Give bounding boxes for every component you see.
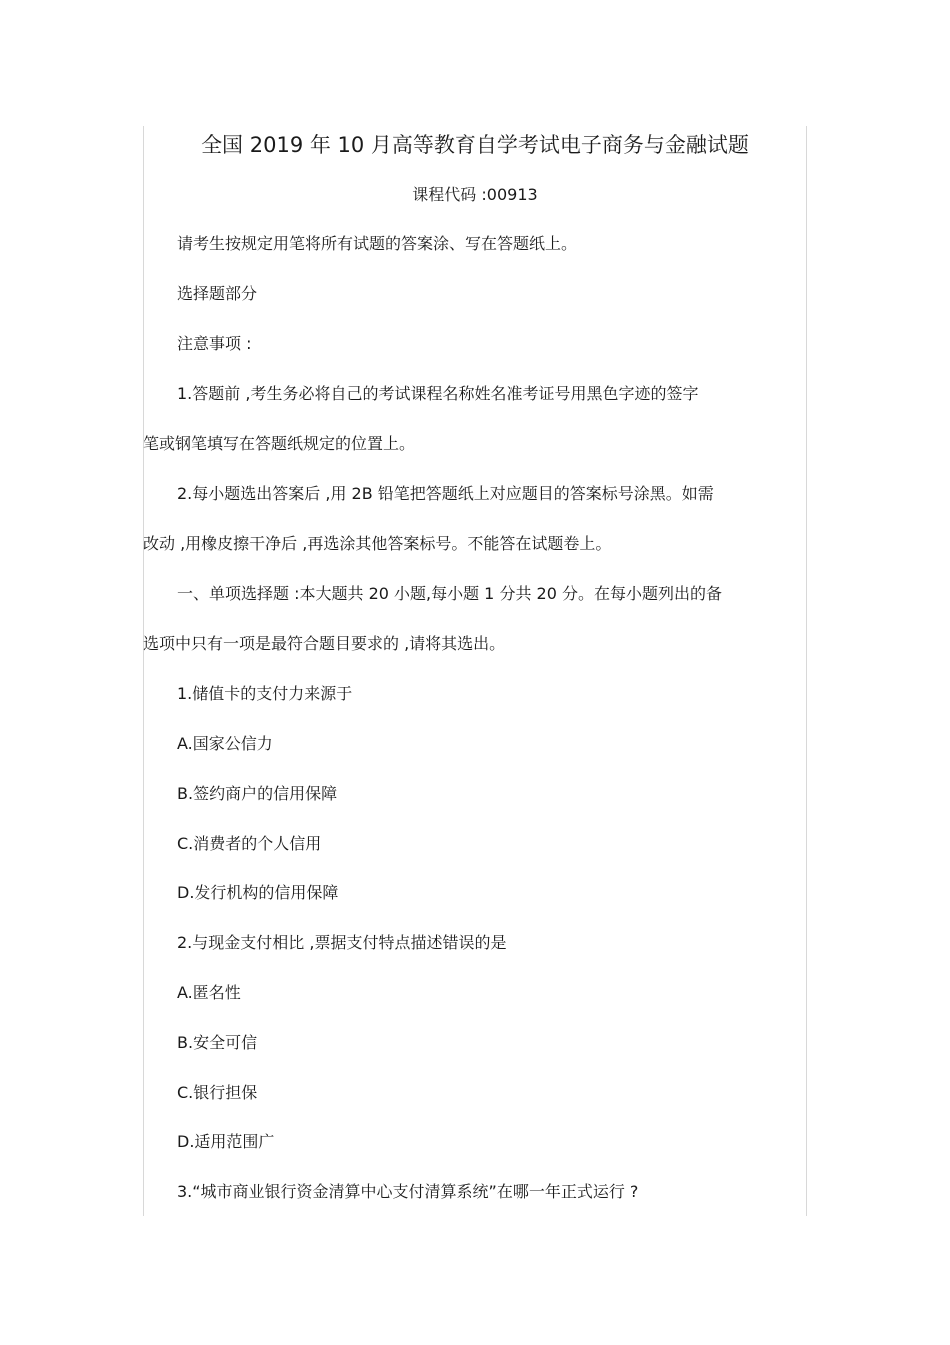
question-1-option-b: B.签约商户的信用保障 (177, 784, 338, 803)
question-3-stem: 3.“城市商业银行资金清算中心支付清算系统”在哪一年正式运行 ? (177, 1182, 639, 1201)
question-1-stem: 1.储值卡的支付力来源于 (177, 684, 353, 703)
instruction-text: 请考生按规定用笔将所有试题的答案涂、写在答题纸上。 (177, 234, 578, 253)
page-left-border (143, 126, 144, 1216)
question-2-stem: 2.与现金支付相比 ,票据支付特点描述错误的是 (177, 933, 507, 952)
question-2-option-a: A.匿名性 (177, 983, 241, 1002)
question-1-option-c: C.消费者的个人信用 (177, 834, 322, 853)
course-code: 课程代码 :00913 (412, 185, 538, 204)
note-1-line-2: 笔或钢笔填写在答题纸规定的位置上。 (143, 434, 416, 453)
note-2-line-1: 2.每小题选出答案后 ,用 2B 铅笔把答题纸上对应题目的答案标号涂黑。如需 (177, 484, 714, 503)
question-1-option-a: A.国家公信力 (177, 734, 273, 753)
part-1-line-2: 选项中只有一项是最符合题目要求的 ,请将其选出。 (143, 634, 506, 653)
question-2-option-d: D.适用范围广 (177, 1132, 275, 1151)
note-2-line-2: 改动 ,用橡皮擦干净后 ,再选涂其他答案标号。不能答在试题卷上。 (143, 534, 612, 553)
exam-title: 全国 2019 年 10 月高等教育自学考试电子商务与金融试题 (201, 133, 749, 157)
section-label: 选择题部分 (177, 284, 258, 303)
question-2-option-b: B.安全可信 (177, 1033, 258, 1052)
question-1-option-d: D.发行机构的信用保障 (177, 883, 339, 902)
notes-label: 注意事项 : (177, 334, 252, 353)
note-1-line-1: 1.答题前 ,考生务必将自己的考试课程名称姓名准考证号用黑色字迹的签字 (177, 384, 699, 403)
part-1-line-1: 一、单项选择题 :本大题共 20 小题,每小题 1 分共 20 分。在每小题列出的备 (177, 584, 722, 603)
question-2-option-c: C.银行担保 (177, 1083, 258, 1102)
page-right-border (806, 126, 807, 1216)
